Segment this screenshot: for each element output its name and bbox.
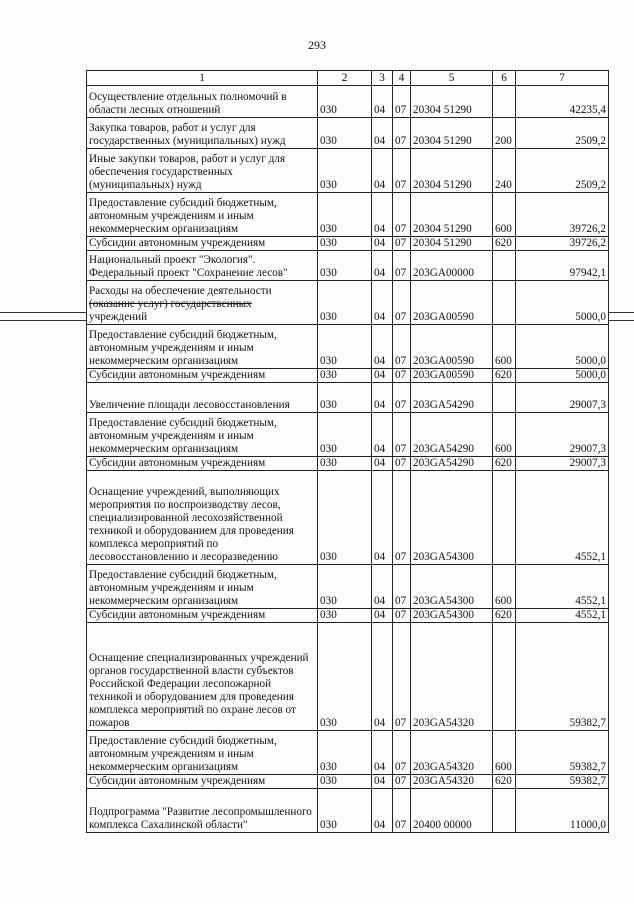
row-name: Субсидии автономным учреждениям [87, 369, 318, 383]
section-code: 030 [318, 383, 372, 413]
section-code: 030 [318, 251, 372, 281]
target-article: 203GA00590 [411, 325, 493, 369]
row-name: Субсидии автономным учреждениям [87, 237, 318, 251]
section-code: 030 [318, 86, 372, 118]
row-name: Закупка товаров, работ и услуг для государственных (муниципальных) нужд [87, 118, 318, 149]
table-row [87, 237, 609, 251]
table-row [87, 413, 609, 457]
table-row [87, 731, 609, 775]
chapter-code: 04 [372, 731, 393, 775]
table-row [87, 369, 609, 383]
row-name: Осуществление отдельных полномочий в области лесных отношений [87, 86, 318, 118]
margin-line [0, 320, 86, 321]
table-row [87, 775, 609, 789]
section-code: 030 [318, 149, 372, 193]
chapter-code: 04 [372, 775, 393, 789]
subsection-code: 07 [393, 281, 411, 325]
subsection-code: 07 [393, 609, 411, 623]
table-row [87, 623, 609, 731]
row-name: Субсидии автономным учреждениям [87, 609, 318, 623]
expense-type: 620 [493, 609, 516, 623]
header-cell: 5 [411, 71, 493, 86]
target-article: 203GA54300 [411, 565, 493, 609]
expense-type: 620 [493, 237, 516, 251]
chapter-code: 04 [372, 471, 393, 565]
section-code: 030 [318, 789, 372, 833]
expense-type: 200 [493, 118, 516, 149]
margin-line [608, 320, 634, 321]
subsection-code: 07 [393, 118, 411, 149]
expense-type [493, 86, 516, 118]
chapter-code: 04 [372, 237, 393, 251]
subsection-code: 07 [393, 731, 411, 775]
chapter-code: 04 [372, 413, 393, 457]
header-cell: 7 [516, 71, 609, 86]
expense-type: 620 [493, 369, 516, 383]
subsection-code: 07 [393, 413, 411, 457]
section-code: 030 [318, 609, 372, 623]
target-article: 203GA54290 [411, 383, 493, 413]
chapter-code: 04 [372, 369, 393, 383]
table-row [87, 789, 609, 833]
section-code: 030 [318, 413, 372, 457]
amount: 5000,0 [516, 325, 609, 369]
expense-type: 600 [493, 325, 516, 369]
row-name: Предоставление субсидий бюджетным, автономным учреждениям и иным некоммерческим организациям [87, 731, 318, 775]
amount: 4552,1 [516, 609, 609, 623]
subsection-code: 07 [393, 471, 411, 565]
subsection-code: 07 [393, 623, 411, 731]
expense-type: 240 [493, 149, 516, 193]
chapter-code: 04 [372, 325, 393, 369]
table-row [87, 471, 609, 565]
expense-type: 600 [493, 413, 516, 457]
section-code: 030 [318, 623, 372, 731]
table-row [87, 281, 609, 325]
amount: 59382,7 [516, 731, 609, 775]
target-article: 203GA54290 [411, 457, 493, 471]
expense-type [493, 281, 516, 325]
amount: 97942,1 [516, 251, 609, 281]
chapter-code: 04 [372, 251, 393, 281]
chapter-code: 04 [372, 565, 393, 609]
chapter-code: 04 [372, 383, 393, 413]
target-article: 20304 51290 [411, 118, 493, 149]
table-row [87, 251, 609, 281]
table-row [87, 383, 609, 413]
row-name: Национальный проект "Экология". Федеральный проект "Сохранение лесов" [87, 251, 318, 281]
amount: 2509,2 [516, 118, 609, 149]
target-article: 20304 51290 [411, 149, 493, 193]
row-name: Предоставление субсидий бюджетным, автономным учреждениям и иным некоммерческим организациям [87, 193, 318, 237]
chapter-code: 04 [372, 609, 393, 623]
target-article: 203GA54300 [411, 471, 493, 565]
chapter-code: 04 [372, 193, 393, 237]
subsection-code: 07 [393, 86, 411, 118]
amount: 39726,2 [516, 193, 609, 237]
amount: 11000,0 [516, 789, 609, 833]
amount: 42235,4 [516, 86, 609, 118]
subsection-code: 07 [393, 383, 411, 413]
target-article: 203GA00000 [411, 251, 493, 281]
row-name: Оснащение специализированных учреждений органов государственной власти субъектов Российской Федерации лесопожарной техникой и оборудованием для проведения комплекса мероприятий по охране лесов от пожаров [87, 623, 318, 731]
target-article: 203GA54320 [411, 623, 493, 731]
expense-type: 600 [493, 193, 516, 237]
chapter-code: 04 [372, 118, 393, 149]
table-row [87, 86, 609, 118]
expense-type: 600 [493, 731, 516, 775]
chapter-code: 04 [372, 86, 393, 118]
amount: 5000,0 [516, 369, 609, 383]
section-code: 030 [318, 565, 372, 609]
table-row [87, 193, 609, 237]
budget-table [86, 70, 609, 833]
table-row [87, 118, 609, 149]
table-row [87, 457, 609, 471]
target-article: 203GA54300 [411, 609, 493, 623]
target-article: 203GA00590 [411, 281, 493, 325]
row-name-line: (оказание услуг) государственных [89, 298, 252, 310]
header-cell: 6 [493, 71, 516, 86]
section-code: 030 [318, 118, 372, 149]
subsection-code: 07 [393, 149, 411, 193]
amount: 5000,0 [516, 281, 609, 325]
amount: 29007,3 [516, 457, 609, 471]
chapter-code: 04 [372, 623, 393, 731]
row-name: Оснащение учреждений, выполняющих мероприятия по воспроизводству лесов, специализированной лесохозяйственной техникой и оборудованием для проведения комплекса мероприятий по лесовосстановлению и лесоразведению [87, 471, 318, 565]
header-cell: 3 [372, 71, 393, 86]
amount: 2509,2 [516, 149, 609, 193]
table-row [87, 565, 609, 609]
expense-type [493, 789, 516, 833]
header-cell: 2 [318, 71, 372, 86]
amount: 29007,3 [516, 413, 609, 457]
section-code: 030 [318, 237, 372, 251]
row-name: Увеличение площади лесовосстановления [87, 383, 318, 413]
section-code: 030 [318, 471, 372, 565]
table-row [87, 149, 609, 193]
subsection-code: 07 [393, 457, 411, 471]
target-article: 20304 51290 [411, 237, 493, 251]
section-code: 030 [318, 369, 372, 383]
chapter-code: 04 [372, 281, 393, 325]
row-name: Предоставление субсидий бюджетным, автономным учреждениям и иным некоммерческим организациям [87, 565, 318, 609]
header-cell: 1 [87, 71, 318, 86]
expense-type [493, 471, 516, 565]
target-article: 20304 51290 [411, 86, 493, 118]
row-name-line: учреждений [89, 311, 148, 323]
subsection-code: 07 [393, 251, 411, 281]
header-row [87, 71, 609, 86]
target-article: 20304 51290 [411, 193, 493, 237]
target-article: 203GA54320 [411, 731, 493, 775]
expense-type: 620 [493, 775, 516, 789]
subsection-code: 07 [393, 325, 411, 369]
expense-type [493, 623, 516, 731]
chapter-code: 04 [372, 457, 393, 471]
target-article: 20400 00000 [411, 789, 493, 833]
expense-type [493, 251, 516, 281]
row-name: Предоставление субсидий бюджетным, автономным учреждениям и иным некоммерческим организациям [87, 325, 318, 369]
target-article: 203GA00590 [411, 369, 493, 383]
target-article: 203GA54320 [411, 775, 493, 789]
row-name: Иные закупки товаров, работ и услуг для обеспечения государственных (муниципальных) нужд [87, 149, 318, 193]
amount: 39726,2 [516, 237, 609, 251]
chapter-code: 04 [372, 149, 393, 193]
table-row [87, 325, 609, 369]
expense-type [493, 383, 516, 413]
expense-type: 600 [493, 565, 516, 609]
section-code: 030 [318, 775, 372, 789]
section-code: 030 [318, 193, 372, 237]
amount: 59382,7 [516, 775, 609, 789]
row-name: Подпрограмма "Развитие лесопромышленного комплекса Сахалинской области" [87, 789, 318, 833]
subsection-code: 07 [393, 237, 411, 251]
row-name: Предоставление субсидий бюджетным, автономным учреждениям и иным некоммерческим организациям [87, 413, 318, 457]
section-code: 030 [318, 325, 372, 369]
margin-line [0, 312, 86, 313]
target-article: 203GA54290 [411, 413, 493, 457]
margin-line [608, 312, 634, 313]
page-number: 293 [308, 38, 326, 52]
amount: 59382,7 [516, 623, 609, 731]
subsection-code: 07 [393, 369, 411, 383]
row-name-line: Расходы на обеспечение деятельности [89, 285, 272, 297]
section-code: 030 [318, 457, 372, 471]
subsection-code: 07 [393, 193, 411, 237]
subsection-code: 07 [393, 775, 411, 789]
row-name: Субсидии автономным учреждениям [87, 457, 318, 471]
amount: 4552,1 [516, 471, 609, 565]
row-name: Субсидии автономным учреждениям [87, 775, 318, 789]
section-code: 030 [318, 281, 372, 325]
subsection-code: 07 [393, 565, 411, 609]
amount: 4552,1 [516, 565, 609, 609]
header-cell: 4 [393, 71, 411, 86]
chapter-code: 04 [372, 789, 393, 833]
table-row [87, 609, 609, 623]
section-code: 030 [318, 731, 372, 775]
expense-type: 620 [493, 457, 516, 471]
subsection-code: 07 [393, 789, 411, 833]
amount: 29007,3 [516, 383, 609, 413]
row-name [87, 281, 318, 325]
